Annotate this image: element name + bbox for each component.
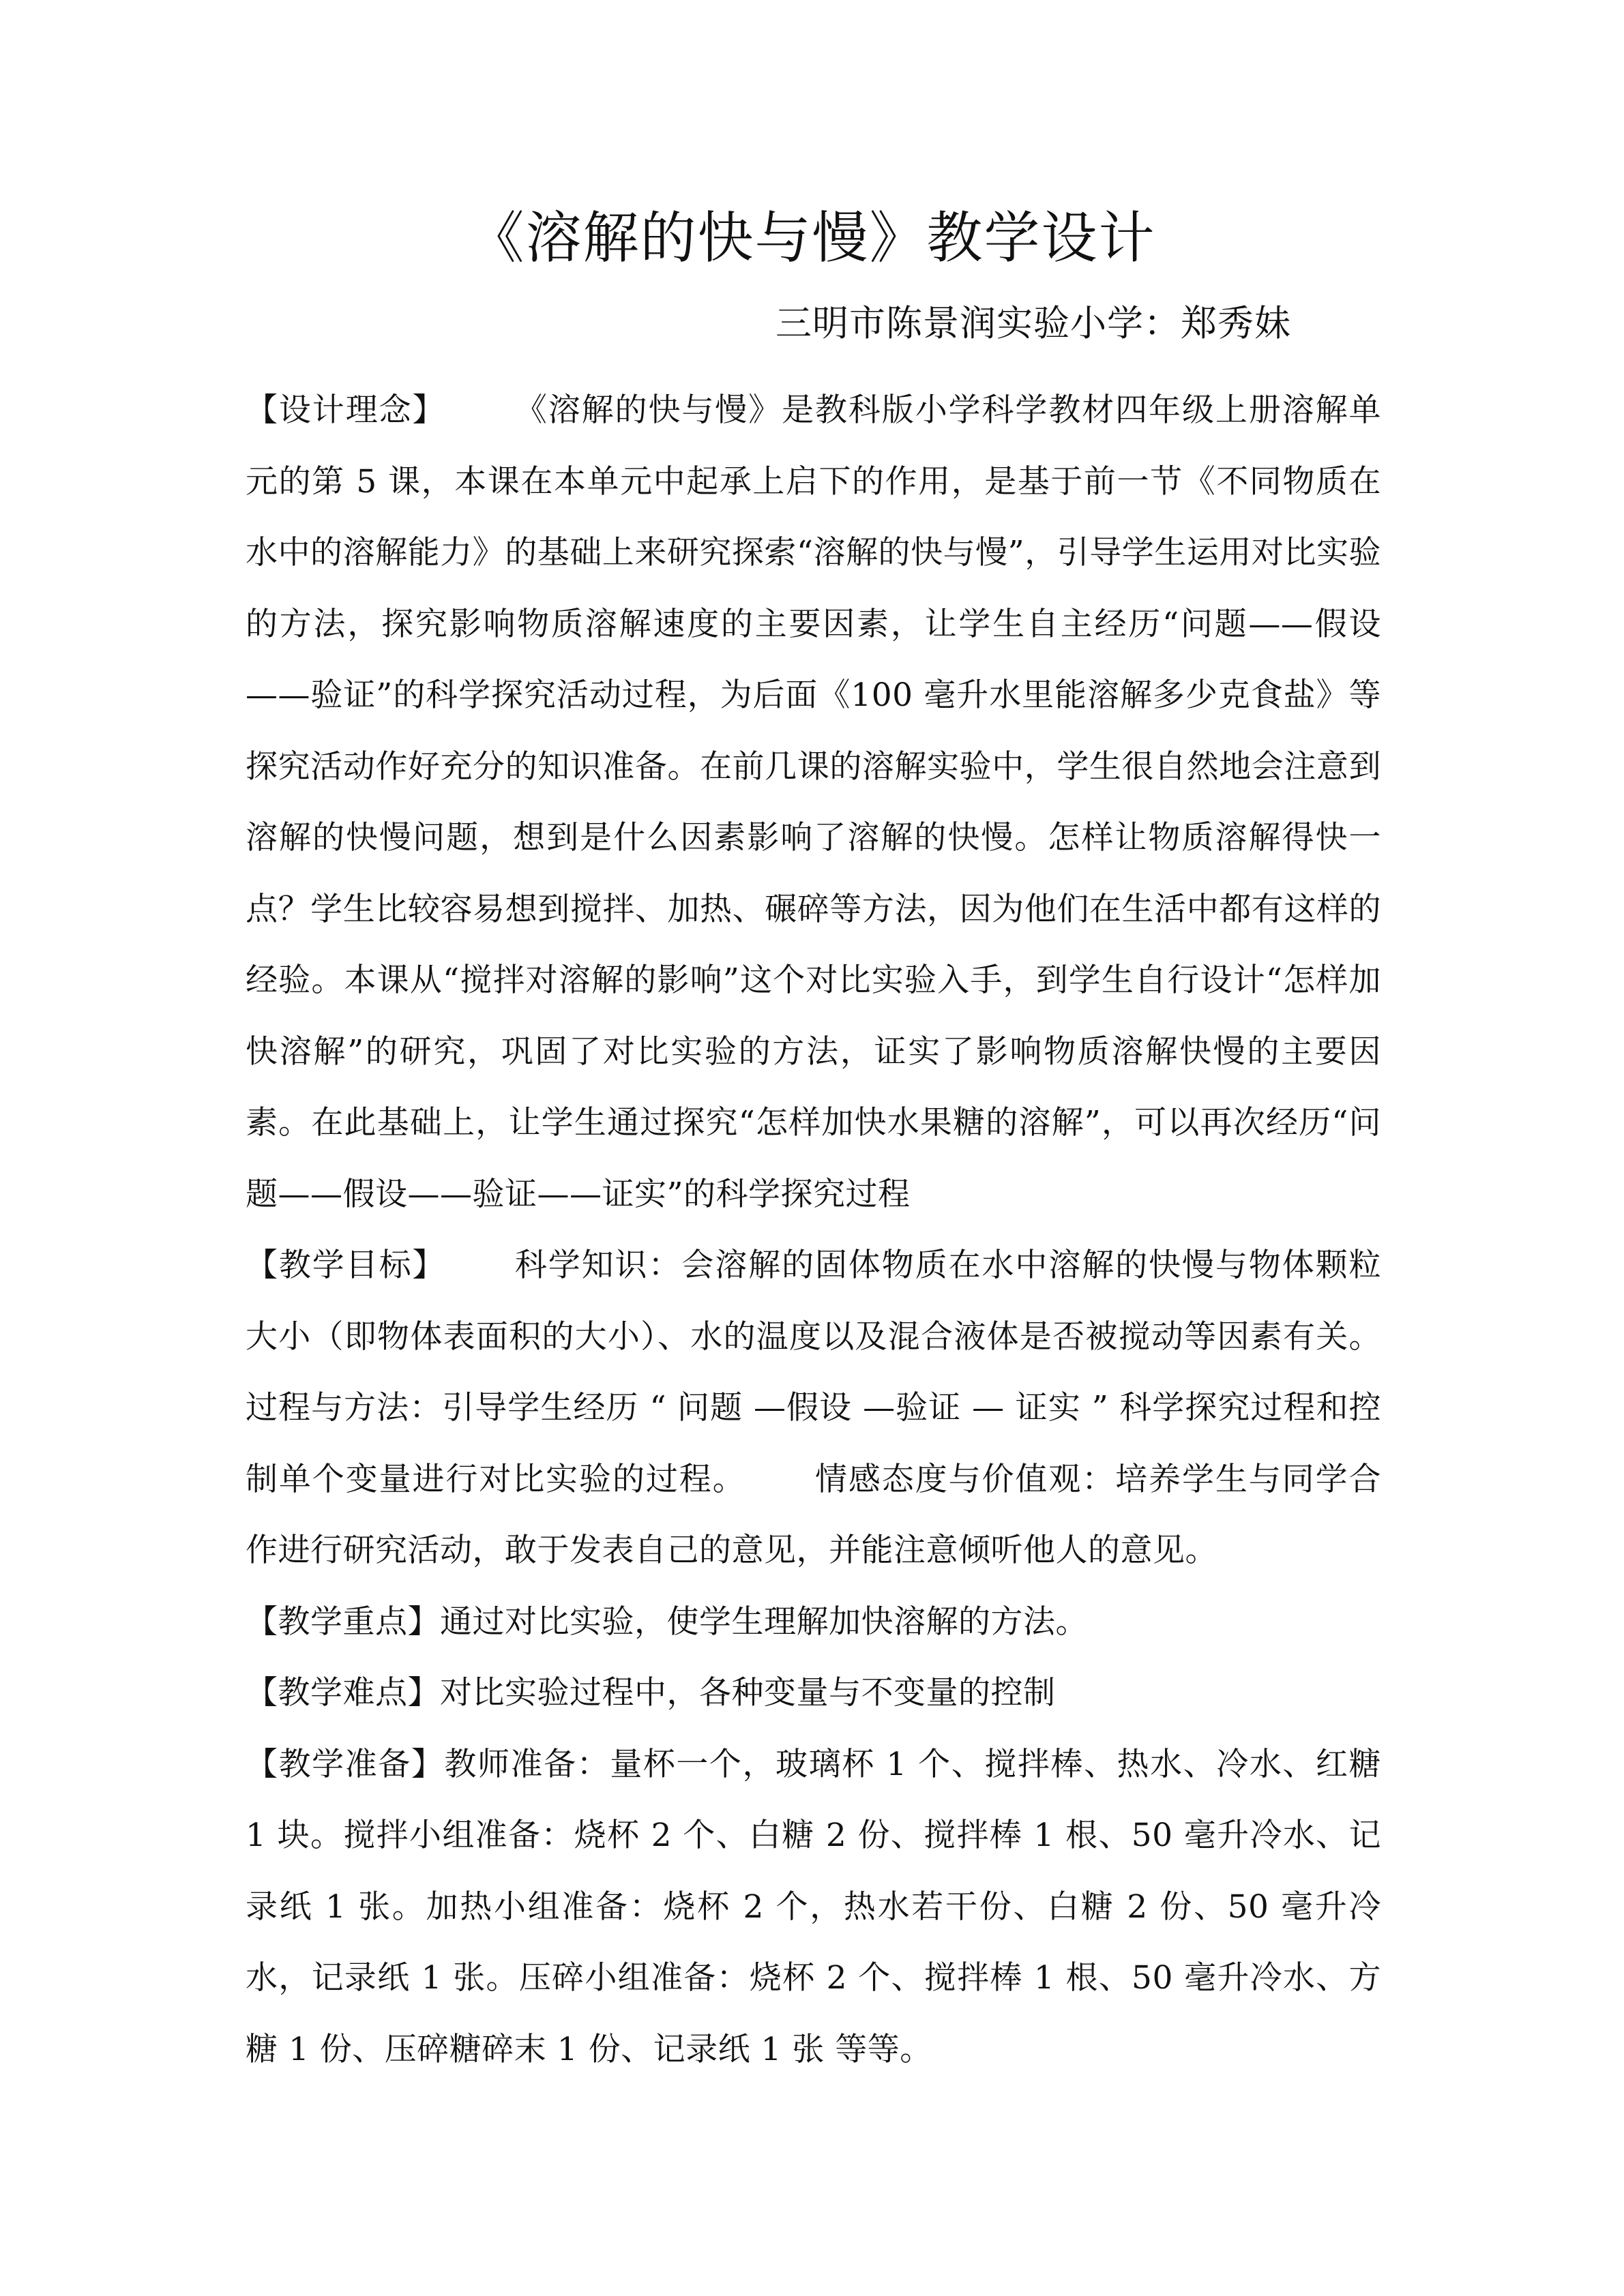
concept-label: 【设计理念】 <box>246 391 446 429</box>
preparation-text: 教师准备：量杯一个，玻璃杯 1 个、搅拌棒、热水、冷水、红糖 1 块。搅拌小组准备：烧杯 2 个、白糖 2 份、搅拌棒 1 根、50 毫升冷水、记录纸 1 张。加热小组准备：烧杯 2 个，热水若干份、白糖 2 份、50 毫升冷水，记录纸 1 张。压碎小组准备：烧杯 2 个、搅拌棒 1 根、50 毫升冷水、方糖 1 份、压碎糖碎末 1 份、记录纸 1 张 等等。 <box>246 1745 1382 2068</box>
objectives-paragraph <box>246 1230 1381 1587</box>
objectives-process: 过程与方法：引导学生经历 “ 问题 —假设 —验证 — 证实 ” 科学探究过程和控制单个变量进行对比实验的过程。 <box>246 1389 1381 1498</box>
preparation-label: 【教学准备】 <box>246 1745 445 1783</box>
key-point-text: 通过对比实验，使学生理解加快溶解的方法。 <box>440 1602 1088 1641</box>
concept-paragraph <box>246 375 1381 1230</box>
difficulty-paragraph <box>246 1658 1381 1729</box>
objectives-knowledge: 科学知识：会溶解的固体物质在水中溶解的快慢与物体颗粒大小（即物体表面积的大小）、水的温度以及混合液体是否被搅动等因素有关。 <box>246 1247 1381 1356</box>
concept-text: 《溶解的快与慢》是教科版小学科学教材四年级上册溶解单元的第 5 课，本课在本单元中起承上启下的作用，是基于前一节《不同物质在水中的溶解能力》的基础上来研究探索“溶解的快与慢”，引导学生运用对比实验的方法，探究影响物质溶解速度的主要因素，让学生自主经历“问题——假设——验证”的科学探究活动过程，为后面《100 毫升水里能溶解多少克食盐》等探究活动作好充分的知识准备。在前几课的溶解实验中，学生很自然地会注意到溶解的快慢问题，想到是什么因素影响了溶解的快慢。怎样让物质溶解得快一点？学生比较容易想到搅拌、加热、碾碎等方法，因为他们在生活中都有这样的经验。本课从“搅拌对溶解的影响”这个对比实验入手，到学生自行设计“怎样加快溶解”的研究，巩固了对比实验的方法，证实了影响物质溶解快慢的主要因素。在此基础上，让学生通过探究“怎样加快水果糖的溶解”，可以再次经历“问题——假设——验证——证实”的科学探究过程 <box>246 391 1381 1213</box>
objectives-attitude: 情感态度与价值观：培养学生与同学合作进行研究活动，敢于发表自己的意见，并能注意倾听他人的意见。 <box>246 1460 1381 1569</box>
author-line: 三明市陈景润实验小学：郑秀妹 <box>776 303 1291 344</box>
document-title: 《溶解的快与慢》教学设计 <box>468 206 1156 271</box>
difficulty-label: 【教学难点】 <box>246 1674 440 1712</box>
objectives-label: 【教学目标】 <box>246 1247 446 1284</box>
difficulty-text: 对比实验过程中，各种变量与不变量的控制 <box>440 1674 1056 1712</box>
key-point-paragraph <box>246 1587 1381 1658</box>
document-body <box>246 375 1381 2085</box>
preparation-paragraph <box>246 1729 1381 2086</box>
key-point-label: 【教学重点】 <box>246 1602 440 1641</box>
